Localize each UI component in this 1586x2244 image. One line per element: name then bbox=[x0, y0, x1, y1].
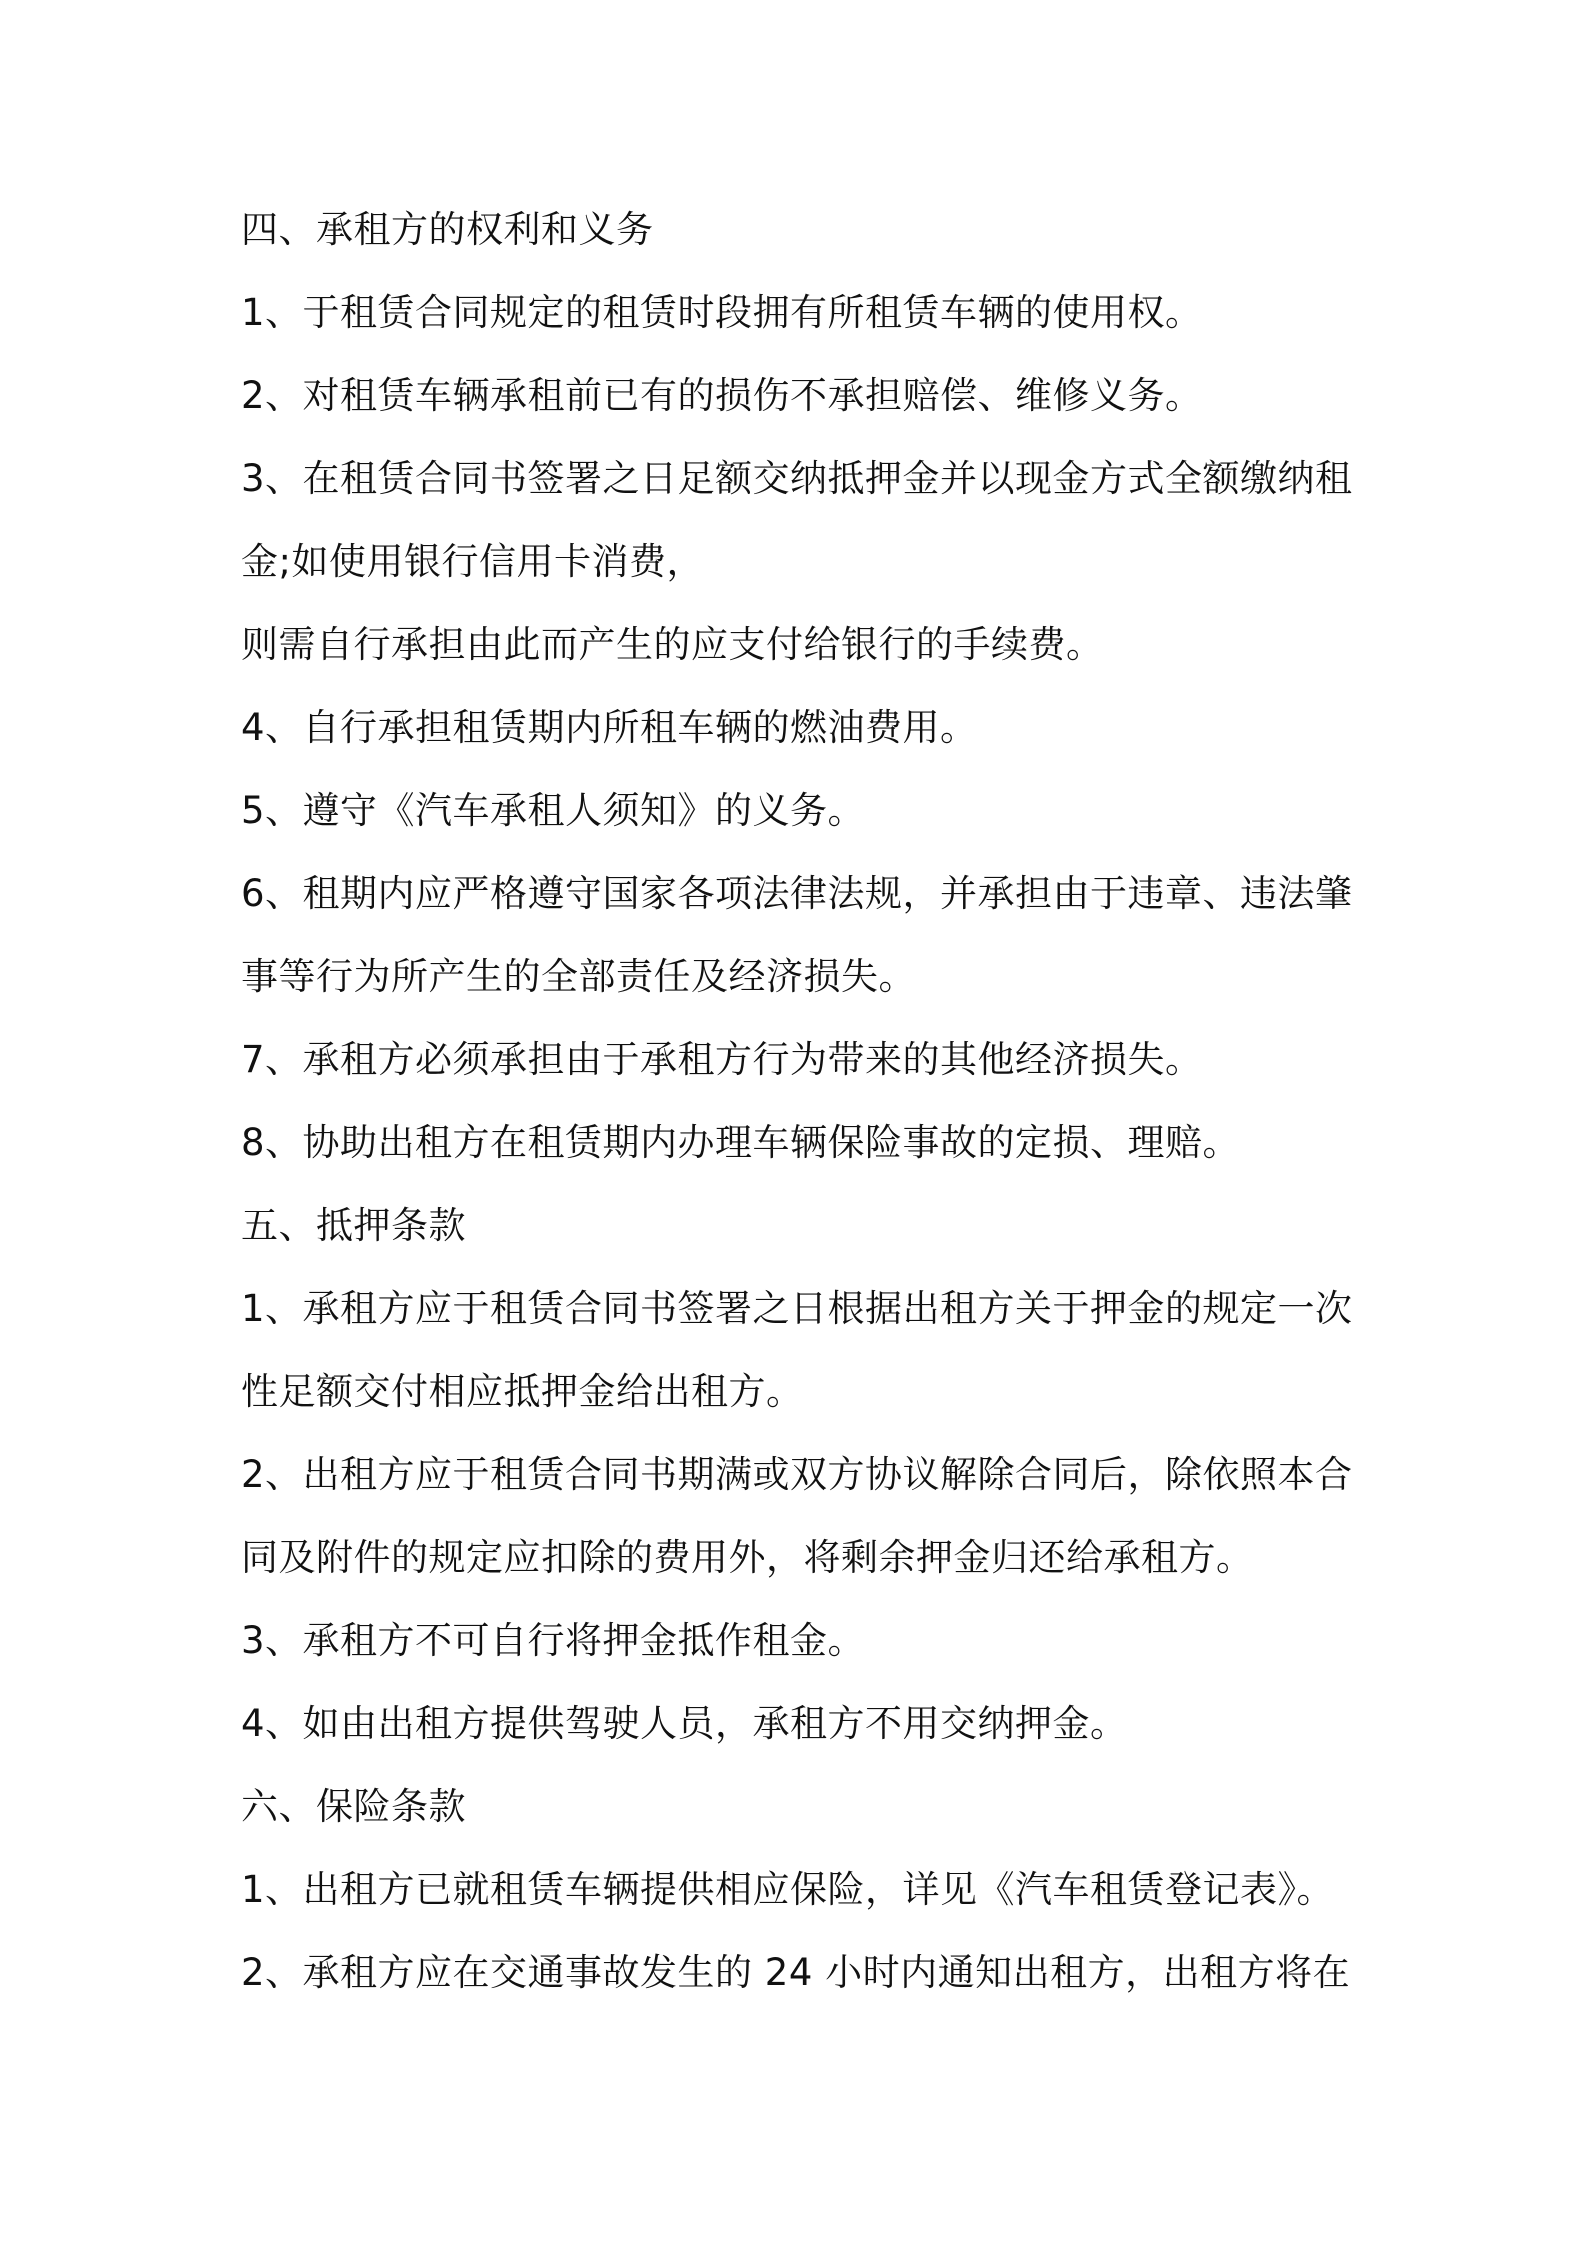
section-heading: 六、保险条款 bbox=[241, 1785, 466, 1828]
paragraph-line: 3、在租赁合同书签署之日足额交纳抵押金并以现金方式全额缴纳租 bbox=[241, 457, 1353, 500]
paragraph-line: 8、协助出租方在租赁期内办理车辆保险事故的定损、理赔。 bbox=[241, 1121, 1241, 1164]
paragraph-line: 性足额交付相应抵押金给出租方。 bbox=[241, 1370, 804, 1413]
section-heading: 五、抵押条款 bbox=[241, 1204, 466, 1247]
paragraph-line: 5、遵守《汽车承租人须知》的义务。 bbox=[241, 789, 866, 832]
paragraph-line: 2、承租方应在交通事故发生的 24 小时内通知出租方，出租方将在 bbox=[241, 1951, 1351, 1994]
paragraph-line: 2、出租方应于租赁合同书期满或双方协议解除合同后，除依照本合 bbox=[241, 1453, 1353, 1496]
paragraph-line: 同及附件的规定应扣除的费用外，将剩余押金归还给承租方。 bbox=[241, 1536, 1254, 1579]
paragraph-line: 2、对租赁车辆承租前已有的损伤不承担赔偿、维修义务。 bbox=[241, 374, 1203, 417]
paragraph-line: 4、如由出租方提供驾驶人员，承租方不用交纳押金。 bbox=[241, 1702, 1128, 1745]
paragraph-line: 7、承租方必须承担由于承租方行为带来的其他经济损失。 bbox=[241, 1038, 1203, 1081]
paragraph-line: 6、租期内应严格遵守国家各项法律法规，并承担由于违章、违法肇 bbox=[241, 872, 1353, 915]
paragraph-line: 1、承租方应于租赁合同书签署之日根据出租方关于押金的规定一次 bbox=[241, 1287, 1353, 1330]
paragraph-line: 事等行为所产生的全部责任及经济损失。 bbox=[241, 955, 916, 998]
paragraph-line: 则需自行承担由此而产生的应支付给银行的手续费。 bbox=[241, 623, 1104, 666]
paragraph-line: 金;如使用银行信用卡消费， bbox=[241, 540, 704, 583]
paragraph-line: 3、承租方不可自行将押金抵作租金。 bbox=[241, 1619, 866, 1662]
paragraph-line: 1、出租方已就租赁车辆提供相应保险，详见《汽车租赁登记表》。 bbox=[241, 1868, 1335, 1911]
section-heading: 四、承租方的权利和义务 bbox=[241, 208, 654, 251]
paragraph-line: 1、于租赁合同规定的租赁时段拥有所租赁车辆的使用权。 bbox=[241, 291, 1203, 334]
paragraph-line: 4、自行承担租赁期内所租车辆的燃油费用。 bbox=[241, 706, 978, 749]
